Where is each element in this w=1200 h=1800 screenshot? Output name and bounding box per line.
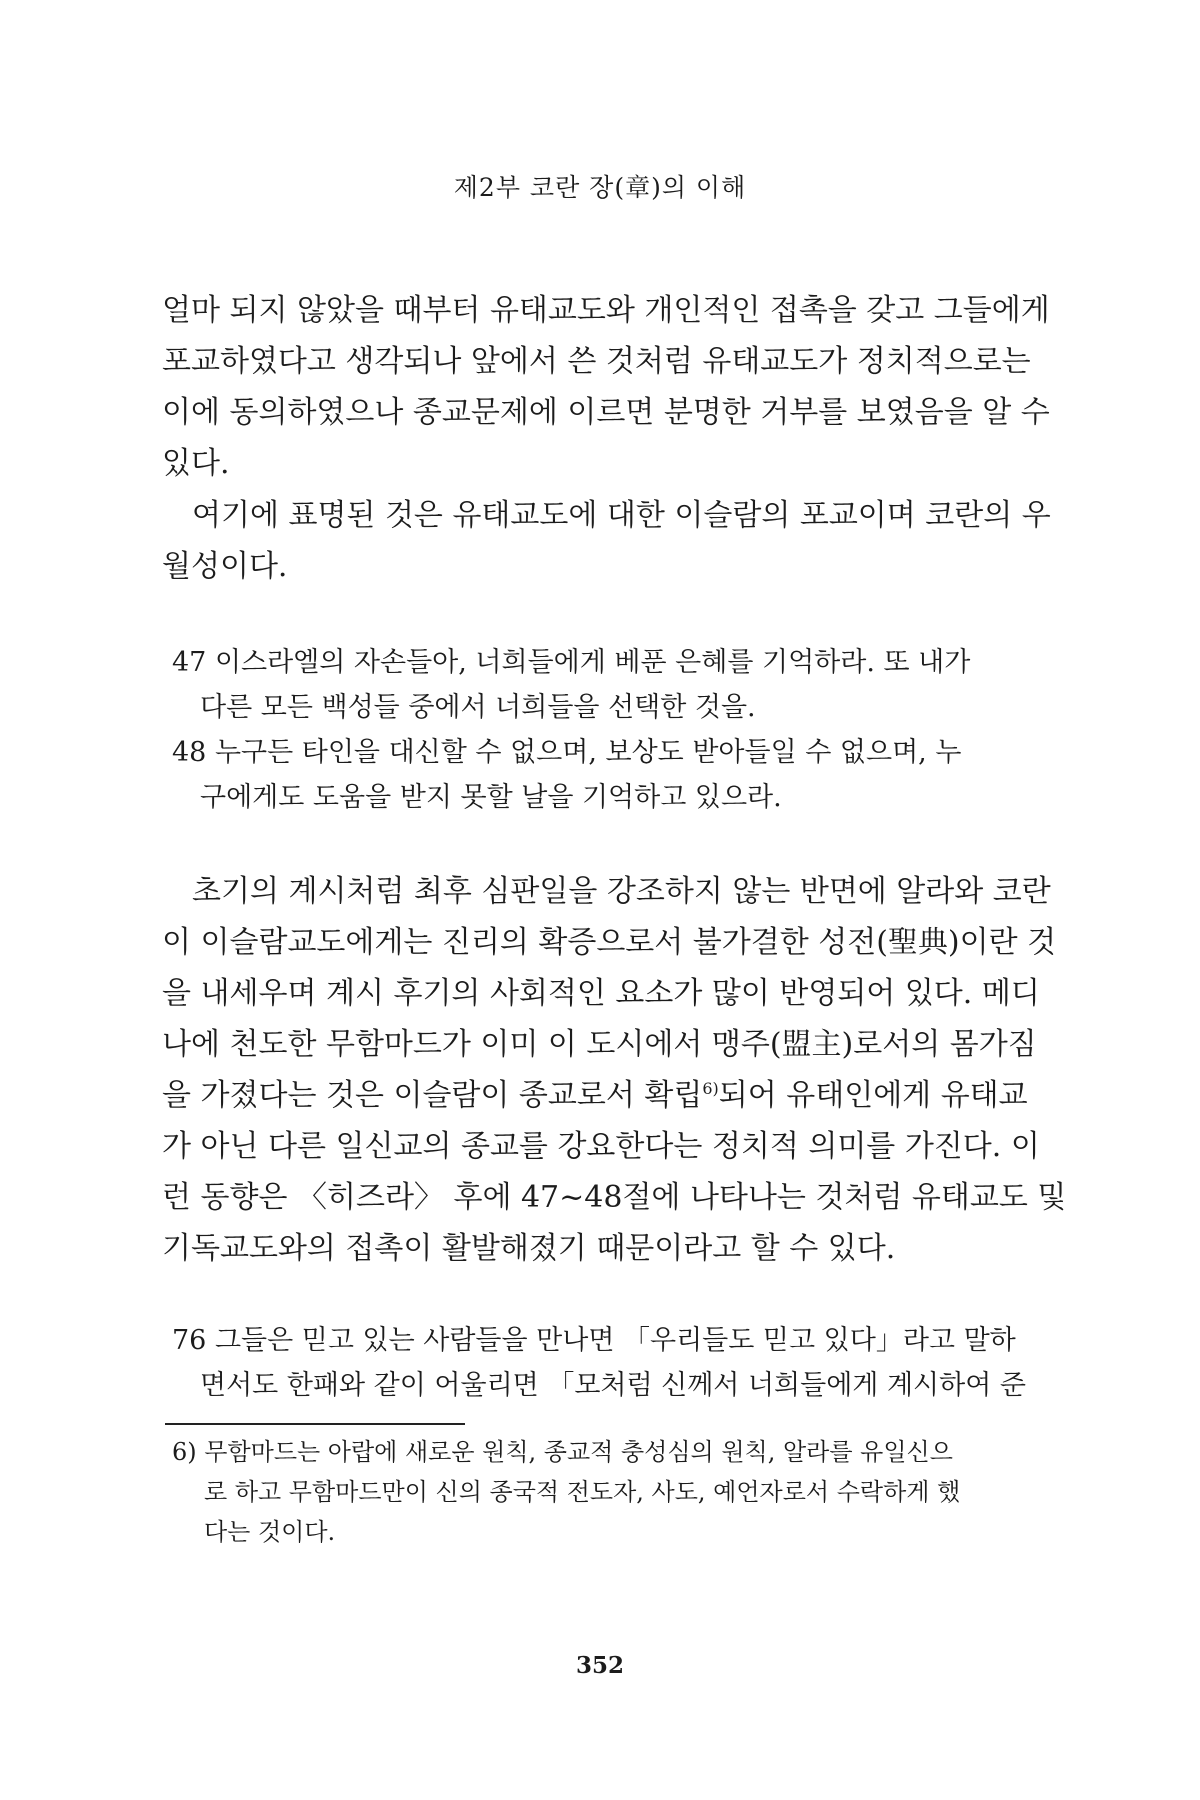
text-line: 을 내세우며 계시 후기의 사회적인 요소가 많이 반영되어 있다. 메디 [162, 976, 1040, 1011]
paragraph-2 [162, 490, 1051, 592]
footnote-divider [165, 1423, 465, 1425]
text-line: 런 동향은 〈히즈라〉 후에 47~48절에 나타나는 것처럼 유태교도 및 [162, 1180, 1067, 1215]
text-line: 얼마 되지 않았을 때부터 유태교도와 개인적인 접촉을 갖고 그들에게 [162, 293, 1050, 328]
running-head: 제2부 코란 장(章)의 이해 [453, 173, 747, 202]
verse-line: 48 누구든 타인을 대신할 수 없으며, 보상도 받아들일 수 없으며, 누 [172, 737, 962, 768]
text-line: 여기에 표명된 것은 유태교도에 대한 이슬람의 포교이며 코란의 우 [192, 498, 1051, 533]
text-line: 월성이다. [162, 549, 288, 584]
verse-line: 76 그들은 믿고 있는 사람들을 만나면 「우리들도 믿고 있다」라고 말하 [172, 1325, 1016, 1356]
text-segment: 을 가졌다는 것은 이슬람이 종교로서 확립 [162, 1078, 703, 1113]
text-line: 가 아닌 다른 일신교의 종교를 강요한다는 정치적 의미를 가진다. 이 [162, 1129, 1040, 1164]
text-line: 이에 동의하였으나 종교문제에 이르면 분명한 거부를 보였음을 알 수 [162, 395, 1050, 430]
text-line [162, 1070, 1032, 1121]
footnote-marker: 6) [702, 1079, 719, 1098]
verse-line: 47 이스라엘의 자손들아, 너희들에게 베푼 은혜를 기억하라. 또 내가 [172, 647, 971, 678]
verse-line: 다른 모든 백성들 중에서 너희들을 선택한 것을. [200, 692, 756, 723]
text-segment: 되어 유태인에게 유태교 [718, 1078, 1028, 1113]
verse-76 [172, 1318, 1042, 1408]
text-line: 초기의 계시처럼 최후 심판일을 강조하지 않는 반면에 알라와 코란 [192, 874, 1051, 909]
paragraph-3 [162, 866, 1067, 1274]
verse-line: 구에게도 도움을 받지 못할 날을 기억하고 있으라. [200, 782, 782, 813]
verses-47-48 [172, 640, 1042, 820]
text-line: 기독교도와의 접촉이 활발해졌기 때문이라고 할 수 있다. [162, 1231, 896, 1266]
text-line: 있다. [162, 446, 230, 481]
page-number: 352 [575, 1652, 624, 1679]
footnote-line: 다는 것이다. [204, 1518, 336, 1546]
text-line: 포교하였다고 생각되나 앞에서 쓴 것처럼 유태교도가 정치적으로는 [162, 344, 1031, 379]
footnote-line: 6) 무함마드는 아랍에 새로운 원칙, 종교적 충성심의 원칙, 알라를 유일신으 [172, 1438, 953, 1466]
paragraph-1 [162, 285, 1050, 489]
text-line: 이 이슬람교도에게는 진리의 확증으로서 불가결한 성전(聖典)이란 것 [162, 925, 1057, 960]
text-line: 나에 천도한 무함마드가 이미 이 도시에서 맹주(盟主)로서의 몸가짐 [162, 1027, 1037, 1062]
footnote [172, 1432, 1042, 1552]
footnote-line: 로 하고 무함마드만이 신의 종국적 전도자, 사도, 예언자로서 수락하게 했 [204, 1478, 961, 1506]
verse-line: 면서도 한패와 같이 어울리면 「모처럼 신께서 너희들에게 계시하여 준 [200, 1370, 1026, 1401]
